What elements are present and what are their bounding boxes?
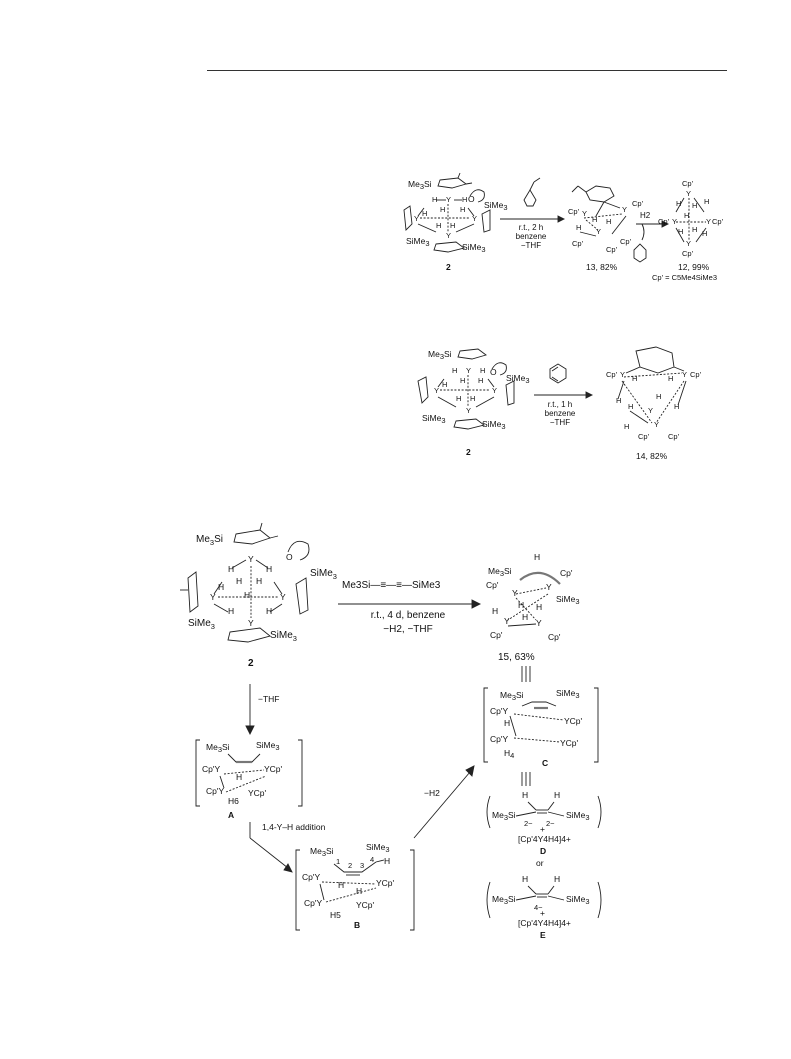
svg-text:H: H bbox=[456, 394, 462, 403]
svg-text:Y: Y bbox=[210, 592, 216, 602]
equivalence-sign-2 bbox=[522, 772, 530, 786]
svg-text:H: H bbox=[628, 402, 634, 411]
int-B-label: B bbox=[354, 920, 361, 930]
svg-text:H: H bbox=[460, 205, 466, 214]
compound-2-label-c: 2 bbox=[248, 658, 254, 669]
svg-text:Y: Y bbox=[504, 616, 510, 626]
svg-text:YCp': YCp' bbox=[248, 788, 267, 798]
svg-text:H: H bbox=[460, 376, 466, 385]
svg-text:H: H bbox=[218, 582, 225, 592]
svg-text:Y: Y bbox=[546, 582, 552, 592]
svg-text:SiMe3: SiMe3 bbox=[406, 236, 430, 248]
svg-text:Cp': Cp' bbox=[620, 237, 632, 246]
product-13-label: 13, 82% bbox=[586, 262, 618, 272]
svg-text:Y: Y bbox=[434, 386, 440, 395]
svg-text:H: H bbox=[436, 221, 442, 230]
reaction-arrow-1 bbox=[500, 178, 564, 250]
intermediate-A bbox=[196, 740, 302, 820]
compound-2-label-b: 2 bbox=[466, 447, 471, 457]
reaction-arrow-4 bbox=[338, 580, 480, 635]
scheme-1 bbox=[400, 172, 730, 287]
svg-text:H: H bbox=[624, 422, 630, 431]
svg-text:Cp': Cp' bbox=[548, 632, 561, 642]
svg-text:H: H bbox=[684, 211, 690, 220]
svg-text:H: H bbox=[478, 376, 484, 385]
svg-text:Y: Y bbox=[620, 370, 626, 379]
product-14-label: 14, 82% bbox=[636, 451, 668, 461]
svg-text:SiMe3: SiMe$_3$ bbox=[310, 568, 337, 581]
svg-text:YCp': YCp' bbox=[264, 764, 283, 774]
svg-text:Me3Si: Me3Si bbox=[428, 349, 452, 361]
svg-text:Cp'Y: Cp'Y bbox=[490, 734, 509, 744]
int-C-label: C bbox=[542, 758, 549, 768]
int-D-label: D bbox=[540, 846, 547, 856]
svg-text:H: H bbox=[256, 576, 263, 586]
svg-text:H4: H4 bbox=[504, 748, 515, 760]
svg-text:H: H bbox=[236, 576, 243, 586]
plus-D: + bbox=[540, 824, 545, 834]
svg-text:Cp': Cp' bbox=[682, 179, 694, 188]
ring-num-4: 4 bbox=[370, 855, 375, 864]
svg-text:Y: Y bbox=[512, 588, 518, 598]
svg-text:Y: Y bbox=[596, 227, 602, 236]
svg-text:H: H bbox=[266, 564, 273, 574]
svg-text:H: H bbox=[576, 223, 582, 232]
compound-15-structure bbox=[486, 552, 580, 663]
svg-text:Cp': Cp' bbox=[632, 199, 644, 208]
intermediate-E bbox=[487, 874, 601, 940]
svg-text:H: H bbox=[674, 402, 680, 411]
svg-text:SiMe3: SiMe3 bbox=[462, 242, 486, 254]
compound-2-label: 2 bbox=[446, 262, 451, 272]
svg-text:SiMe3: SiMe$_3$ bbox=[188, 618, 215, 631]
cp-definition: Cp' = C5Me4SiMe3 bbox=[652, 273, 718, 282]
svg-text:H: H bbox=[668, 374, 674, 383]
h5-label: H5 bbox=[330, 910, 341, 920]
charge-D: 2− bbox=[524, 819, 533, 828]
svg-text:Me3Si: Me3Si bbox=[408, 179, 432, 191]
scheme-2 bbox=[410, 343, 720, 468]
svg-text:Y: Y bbox=[622, 205, 628, 214]
svg-text:H: H bbox=[338, 880, 345, 890]
svg-text:Cp': Cp' bbox=[606, 245, 618, 254]
int-A-label: A bbox=[228, 810, 235, 820]
conditions-b-line-3: −THF bbox=[549, 418, 571, 427]
intermediate-C bbox=[484, 688, 598, 768]
svg-text:YCp': YCp' bbox=[564, 716, 583, 726]
svg-text:Y: Y bbox=[686, 189, 692, 198]
svg-text:H: H bbox=[704, 197, 710, 206]
svg-text:H: H bbox=[656, 392, 662, 401]
svg-text:H: H bbox=[480, 366, 486, 375]
svg-text:Y: Y bbox=[446, 231, 452, 240]
svg-text:SiMe3: SiMe3 bbox=[556, 594, 580, 606]
thf-loss-arrow bbox=[246, 684, 280, 734]
compound-2-structure bbox=[404, 173, 508, 272]
svg-text:H: H bbox=[692, 201, 698, 210]
svg-text:SiMe3: SiMe3 bbox=[422, 413, 446, 425]
svg-text:Me3Si: Me3Si bbox=[206, 742, 230, 754]
conditions-b-line-1: r.t., 1 h bbox=[547, 400, 573, 409]
h2-loss-label: −H2 bbox=[424, 788, 440, 798]
svg-text:SiMe3: SiMe3 bbox=[566, 810, 590, 822]
svg-text:Y: Y bbox=[648, 406, 654, 415]
scheme-3 bbox=[170, 520, 620, 990]
svg-text:H: H bbox=[492, 606, 499, 616]
svg-text:Cp': Cp' bbox=[658, 217, 670, 226]
svg-text:YCp': YCp' bbox=[356, 900, 375, 910]
svg-text:Y: Y bbox=[706, 217, 712, 226]
svg-text:Cp': Cp' bbox=[572, 239, 584, 248]
conditions-c-line-2: −H2, −THF bbox=[383, 624, 433, 635]
svg-text:SiMe3: SiMe3 bbox=[256, 740, 280, 752]
svg-text:SiMe3: SiMe3 bbox=[556, 688, 580, 700]
ring-num-1: 1 bbox=[336, 857, 341, 866]
svg-text:Y: Y bbox=[414, 214, 420, 223]
svg-text:Cp'Y: Cp'Y bbox=[490, 706, 509, 716]
svg-text:H: H bbox=[522, 874, 529, 884]
svg-text:H: H bbox=[236, 772, 243, 782]
conditions-line-2: benzene bbox=[515, 232, 547, 241]
svg-text:Y: Y bbox=[582, 209, 588, 218]
svg-text:H: H bbox=[676, 199, 682, 208]
svg-text:Cp'Y: Cp'Y bbox=[206, 786, 225, 796]
svg-text:H: H bbox=[504, 718, 511, 728]
charge-E: 4− bbox=[534, 903, 543, 912]
svg-text:Y: Y bbox=[654, 420, 660, 429]
svg-text:Cp': Cp' bbox=[568, 207, 580, 216]
svg-text:Cp'Y: Cp'Y bbox=[304, 898, 323, 908]
conditions-line-1: r.t., 2 h bbox=[518, 223, 544, 232]
reagent-label: Me3Si—≡—≡—SiMe3 bbox=[342, 580, 441, 591]
svg-text:Cp': Cp' bbox=[606, 370, 618, 379]
h2-label: H2 bbox=[640, 211, 651, 220]
svg-text:H: H bbox=[432, 195, 438, 204]
svg-text:2−: 2− bbox=[546, 819, 555, 828]
int-E-label: E bbox=[540, 930, 546, 940]
svg-text:H: H bbox=[678, 227, 684, 236]
svg-text:H: H bbox=[522, 790, 529, 800]
compound-12-structure bbox=[652, 179, 724, 282]
ring-num-3: 3 bbox=[360, 861, 365, 870]
svg-text:Y: Y bbox=[248, 618, 254, 628]
compound-2-structure-c bbox=[180, 523, 337, 669]
svg-text:Y: Y bbox=[472, 214, 478, 223]
svg-text:SiMe3: SiMe3 bbox=[366, 842, 390, 854]
svg-text:Y: Y bbox=[446, 195, 452, 204]
svg-text:H: H bbox=[356, 886, 363, 896]
svg-text:H: H bbox=[470, 394, 476, 403]
intermediate-D bbox=[487, 790, 601, 868]
svg-text:H: H bbox=[692, 225, 698, 234]
compound-2-structure-b bbox=[418, 349, 530, 457]
svg-text:Y: Y bbox=[492, 386, 498, 395]
svg-text:Cp': Cp' bbox=[638, 432, 650, 441]
svg-text:YCp': YCp' bbox=[560, 738, 579, 748]
svg-text:Cp': Cp' bbox=[690, 370, 702, 379]
svg-text:Y: Y bbox=[248, 554, 254, 564]
addition-label: 1,4-Y–H addition bbox=[262, 822, 326, 832]
svg-text:H: H bbox=[616, 396, 622, 405]
svg-text:H: H bbox=[440, 205, 446, 214]
svg-text:YCp': YCp' bbox=[376, 878, 395, 888]
svg-text:Me3Si: Me3Si bbox=[492, 894, 516, 906]
svg-text:SiMe3: SiMe3 bbox=[566, 894, 590, 906]
cluster-formula-D: [Cp'4Y4H4]4+ bbox=[518, 834, 571, 844]
svg-text:H: H bbox=[450, 221, 456, 230]
svg-text:H: H bbox=[522, 612, 529, 622]
svg-text:H: H bbox=[592, 215, 598, 224]
svg-text:H: H bbox=[554, 874, 561, 884]
svg-text:H: H bbox=[702, 229, 708, 238]
h2-loss-arrow bbox=[414, 766, 474, 838]
svg-text:Me3Si: Me3Si bbox=[488, 566, 512, 578]
h6-label: H6 bbox=[228, 796, 239, 806]
conditions-b-line-2: benzene bbox=[544, 409, 576, 418]
svg-text:Y: Y bbox=[280, 592, 286, 602]
svg-text:Me3Si: Me3Si bbox=[310, 846, 334, 858]
product-12-label: 12, 99% bbox=[678, 262, 710, 272]
svg-text:O: O bbox=[468, 194, 475, 204]
svg-text:Me3Si: $Me_3Si$ bbox=[196, 534, 223, 547]
svg-text:Cp': Cp' bbox=[486, 580, 499, 590]
conditions-line-3: −THF bbox=[520, 241, 542, 250]
svg-text:Cp': Cp' bbox=[682, 249, 694, 258]
svg-text:Cp': Cp' bbox=[490, 630, 503, 640]
svg-text:H: H bbox=[536, 602, 543, 612]
svg-text:SiMe3: SiMe3 bbox=[506, 373, 530, 385]
compound-13-structure bbox=[568, 186, 644, 272]
compound-14-structure bbox=[606, 347, 702, 461]
svg-text:H: H bbox=[462, 195, 468, 204]
svg-text:O: O bbox=[490, 367, 497, 377]
svg-text:SiMe3: SiMe$_3$ bbox=[270, 630, 297, 643]
thf-loss-label: −THF bbox=[258, 694, 280, 704]
svg-text:H: H bbox=[518, 600, 525, 610]
svg-text:H: H bbox=[442, 380, 448, 389]
header-rule bbox=[207, 70, 727, 71]
svg-text:H: H bbox=[606, 217, 612, 226]
svg-text:Y: Y bbox=[536, 618, 542, 628]
svg-text:SiMe3: SiMe3 bbox=[484, 200, 508, 212]
svg-text:Y: Y bbox=[686, 239, 692, 248]
reaction-arrow-3 bbox=[534, 364, 592, 427]
svg-text:H: H bbox=[422, 209, 428, 218]
svg-text:H: H bbox=[452, 366, 458, 375]
ring-num-2: 2 bbox=[348, 861, 353, 870]
svg-text:Y: Y bbox=[672, 217, 678, 226]
svg-text:Y: Y bbox=[466, 366, 472, 375]
svg-text:H: H bbox=[266, 606, 273, 616]
svg-text:Cp': Cp' bbox=[668, 432, 680, 441]
svg-text:H: H bbox=[384, 856, 391, 866]
svg-text:H: H bbox=[228, 606, 235, 616]
product-15-label: 15, 63% bbox=[498, 652, 535, 663]
or-label: or bbox=[536, 858, 544, 868]
svg-text:H: H bbox=[534, 552, 541, 562]
svg-text:Cp': Cp' bbox=[560, 568, 573, 578]
svg-text:Cp': Cp' bbox=[712, 217, 724, 226]
svg-text:Y: Y bbox=[682, 370, 688, 379]
svg-text:Cp'Y: Cp'Y bbox=[302, 872, 321, 882]
conditions-c-line-1: r.t., 4 d, benzene bbox=[370, 610, 446, 621]
svg-text:Me3Si: Me3Si bbox=[500, 690, 524, 702]
intermediate-B bbox=[296, 842, 414, 930]
svg-text:H: H bbox=[244, 590, 251, 600]
plus-E: + bbox=[540, 908, 545, 918]
svg-text:SiMe3: SiMe3 bbox=[482, 419, 506, 431]
svg-text:H: H bbox=[632, 374, 638, 383]
svg-text:Me3Si: Me3Si bbox=[492, 810, 516, 822]
svg-text:Y: Y bbox=[466, 406, 472, 415]
svg-text:Cp'Y: Cp'Y bbox=[202, 764, 221, 774]
svg-text:O: O bbox=[286, 552, 293, 562]
cluster-formula-E: [Cp'4Y4H4]4+ bbox=[518, 918, 571, 928]
equivalence-sign-1 bbox=[522, 666, 530, 682]
svg-text:H: H bbox=[228, 564, 235, 574]
svg-text:H: H bbox=[554, 790, 561, 800]
